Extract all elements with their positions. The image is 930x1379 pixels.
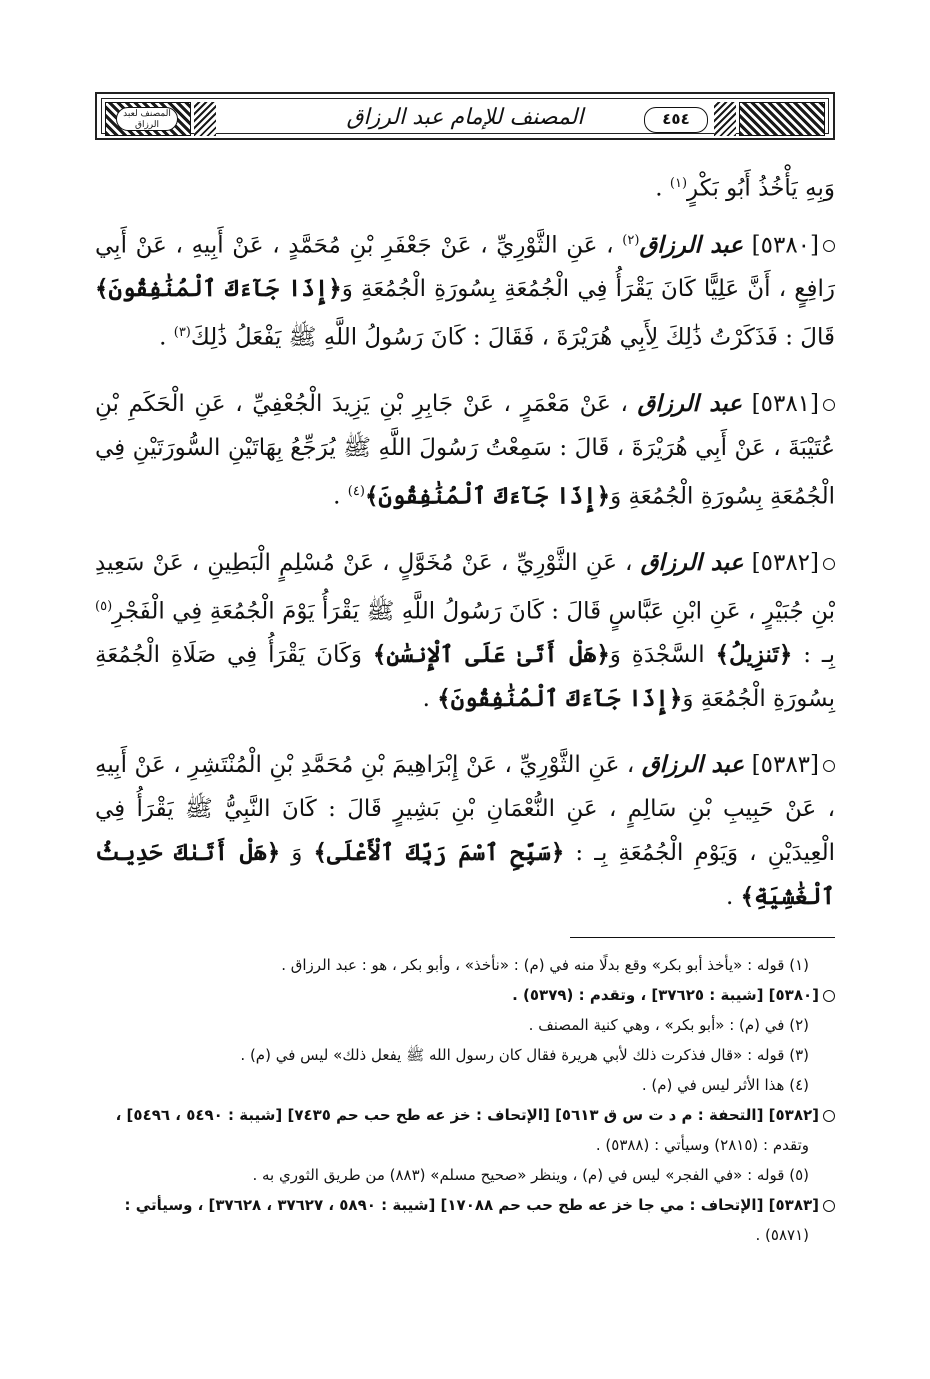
narration-number: [٥٣٨٣] xyxy=(751,752,820,779)
footnote-2: (٢) في (م) : «أبو بكر» ، وهي كنية المصنف . xyxy=(528,1016,809,1034)
narration-5382: [٥٣٨٢] عبد الرزاق ، عَنِ الثَّوْرِيِّ ، عَنْ مُخَوَّلٍ ، عَنْ مُسْلِمٍ الْبَطِينِ ، عَنْ سَعِيدِ بْنِ جُبَيْرٍ ، عَنِ ابْنِ عَبَّاسٍ قَالَ : كَانَ رَسُولُ اللَّهِ ﷺ يَقْرَأُ يَوْمَ الْجُمُعَةِ فِي الْفَجْرِ$^{(٥)}$ بِـ : ﴿تَنزِيلُ﴾ السَّجْدَةِ وَ﴿هَلْ أَتَىٰ عَلَى ٱلْإِنسَٰنِ﴾ وَكَانَ يَقْرَأُ فِي صَلَاةِ الْجُمُعَةِ بِسُورَةِ الْجُمُعَةِ وَ﴿إِذَا جَآءَكَ ٱلْمُنَٰفِقُونَ﴾ . xyxy=(95,548,836,713)
footnote-4: (٤) هذا الأثر ليس في (م) . xyxy=(641,1076,809,1094)
circle-marker-icon xyxy=(823,760,835,772)
footnote-5: (٥) قوله : «في الفجر» ليس في (م) ، وينظر «صحيح مسلم» (٨٨٣) من طريق الثوري به . xyxy=(252,1166,809,1184)
footnote-ref-1: (١) xyxy=(669,176,688,191)
circle-marker-icon xyxy=(823,558,835,570)
narration-5383: [٥٣٨٣] عبد الرزاق ، عَنِ الثَّوْرِيِّ ، عَنْ إِبْرَاهِيمَ بْنِ مُحَمَّدِ بْنِ الْمُنْتَشِرِ ، عَنْ أَبِيهِ ، عَنْ حَبِيبِ بْنِ سَالِمٍ ، عَنِ النُّعْمَانِ بْنِ بَشِيرٍ قَالَ : كَانَ النَّبِيُّ ﷺ يَقْرَأُ فِي الْعِيدَيْنِ ، وَيَوْمِ الْجُمُعَةِ بِـ : ﴿سَبِّحِ ٱسْمَ رَبِّكَ ٱلْأَعْلَى﴾ وَ ﴿هَلْ أَتَىٰكَ حَدِيثُ ٱلْغَٰشِيَةِ﴾ . xyxy=(95,751,836,911)
narration-5381: [٥٣٨١] عبد الرزاق ، عَنْ مَعْمَرٍ ، عَنْ جَابِرِ بْنِ يَزِيدَ الْجُعْفِيِّ ، عَنِ الْحَكَمِ بْنِ عُتَيْبَةَ ، عَنْ أَبِي هُرَيْرَةَ ، قَالَ : سَمِعْتُ رَسُولَ اللَّهِ ﷺ يُرَجِّعُ بِهَاتَيْنِ السُّورَتَيْنِ فِي الْجُمُعَةِ بِسُورَةِ الْجُمُعَةِ وَ﴿إِذَا جَآءَكَ ٱلْمُنَٰفِقُونَ﴾$^{(٤)}$ . xyxy=(95,389,835,510)
quran-quote: ﴿هَلْ أَتَىٰكَ حَدِيثُ ٱلْغَٰشِيَةِ﴾ xyxy=(95,839,835,911)
footnote-ref-3: (٣) xyxy=(173,325,191,341)
text-line-0: وَبِهِ يَأْخُذُ أَبُو بَكْرٍ$^{(١)}$ . xyxy=(655,175,835,202)
circle-marker-icon xyxy=(823,1200,835,1212)
main-text xyxy=(95,162,835,941)
reference-5382: [٥٣٨٢] [التحفة : م د ت س ق ٥٦١٣] [الإتحاف : خز عه طح حب حم ٧٤٣٥] [شيبة : ٥٤٩٠ ، ٥٤٩٦] ، xyxy=(95,1100,835,1130)
narration-number: [٥٣٨٢] xyxy=(751,549,820,576)
narration-number: [٥٣٨٠] xyxy=(751,232,820,259)
book-logo: المصنف لعبد الرزاق xyxy=(116,107,178,131)
author-name: عبد الرزاق xyxy=(639,231,743,259)
quran-quote: ﴿إِذَا جَآءَكَ ٱلْمُنَٰفِقُونَ﴾ xyxy=(95,275,342,303)
ornament-right xyxy=(739,102,825,136)
quran-quote: ﴿تَنزِيلُ﴾ xyxy=(715,641,793,669)
footnote-3: (٣) قوله : «قال فذكرت ذلك لأبي هريرة فقال كان رسول الله ﷺ يفعل ذلك» ليس في (م) . xyxy=(240,1046,809,1064)
footnote-ref-5: (٥) xyxy=(95,598,113,614)
author-name: عبد الرزاق xyxy=(641,751,745,779)
quran-quote: ﴿سَبِّحِ ٱسْمَ رَبِّكَ ٱلْأَعْلَى﴾ xyxy=(313,839,565,867)
footnote-separator xyxy=(570,937,835,938)
footnote-1: (١) قوله : «يأخذ أبو بكر» وقع بدلًا منه في (م) : «نأخذ» ، وأبو بكر ، هو : عبد الرزاق . xyxy=(281,956,809,974)
ornament-divider-left xyxy=(194,102,216,136)
author-name: عبد الرزاق xyxy=(637,389,742,417)
reference-5382-cont: وتقدم : (٢٨١٥) وسيأتي : (٥٣٨٨) . xyxy=(595,1136,809,1154)
circle-marker-icon xyxy=(823,240,835,252)
header-frame xyxy=(101,98,829,134)
book-title: المصنف للإمام عبد الرزاق xyxy=(346,105,584,130)
circle-marker-icon xyxy=(823,1110,835,1122)
circle-marker-icon xyxy=(823,399,835,411)
ornament-divider-right xyxy=(714,102,736,136)
quran-quote: ﴿هَلْ أَتَىٰ عَلَى ٱلْإِنسَٰنِ﴾ xyxy=(372,641,610,669)
quran-quote: ﴿إِذَا جَآءَكَ ٱلْمُنَٰفِقُونَ﴾ xyxy=(364,482,611,510)
page-header xyxy=(95,92,835,140)
circle-marker-icon xyxy=(823,990,835,1002)
author-name: عبد الرزاق xyxy=(640,548,744,576)
page-number: ٤٥٤ xyxy=(644,107,708,133)
reference-5380: [٥٣٨٠] [شيبة : ٣٧٦٢٥] ، وتقدم : (٥٣٧٩) . xyxy=(95,980,835,1010)
narration-5380: [٥٣٨٠] عبد الرزاق$^{(٢)}$ ، عَنِ الثَّوْرِيِّ ، عَنْ جَعْفَرِ بْنِ مُحَمَّدٍ ، عَنْ أَبِيهِ ، عَنْ أَبِي رَافِعٍ ، أَنَّ عَلِيًّا كَانَ يَقْرَأُ فِي الْجُمُعَةِ بِسُورَةِ الْجُمُعَةِ وَ﴿إِذَا جَآءَكَ ٱلْمُنَٰفِقُونَ﴾ قَالَ : فَذَكَرْتُ ذَٰلِكَ لِأَبِي هُرَيْرَةَ ، فَقَالَ : كَانَ رَسُولُ اللَّهِ ﷺ يَفْعَلُ ذَٰلِكَ$^{(٣)}$ . xyxy=(95,231,836,351)
footnote-ref-4: (٤) xyxy=(347,483,365,499)
reference-5383: [٥٣٨٣] [الإتحاف : مي جا خز عه طح حب حم ١٧٠٨٨] [شيبة : ٥٨٩٠ ، ٣٧٦٢٧ ، ٣٧٦٢٨] ، وسيأتي : xyxy=(95,1190,835,1220)
narration-number: [٥٣٨١] xyxy=(751,390,820,417)
reference-5383-cont: (٥٨٧١) . xyxy=(755,1226,809,1244)
quran-quote: ﴿إِذَا جَآءَكَ ٱلْمُنَٰفِقُونَ﴾ xyxy=(437,685,683,713)
footnote-ref-2: (٢) xyxy=(622,232,640,248)
footnotes xyxy=(95,950,835,1250)
